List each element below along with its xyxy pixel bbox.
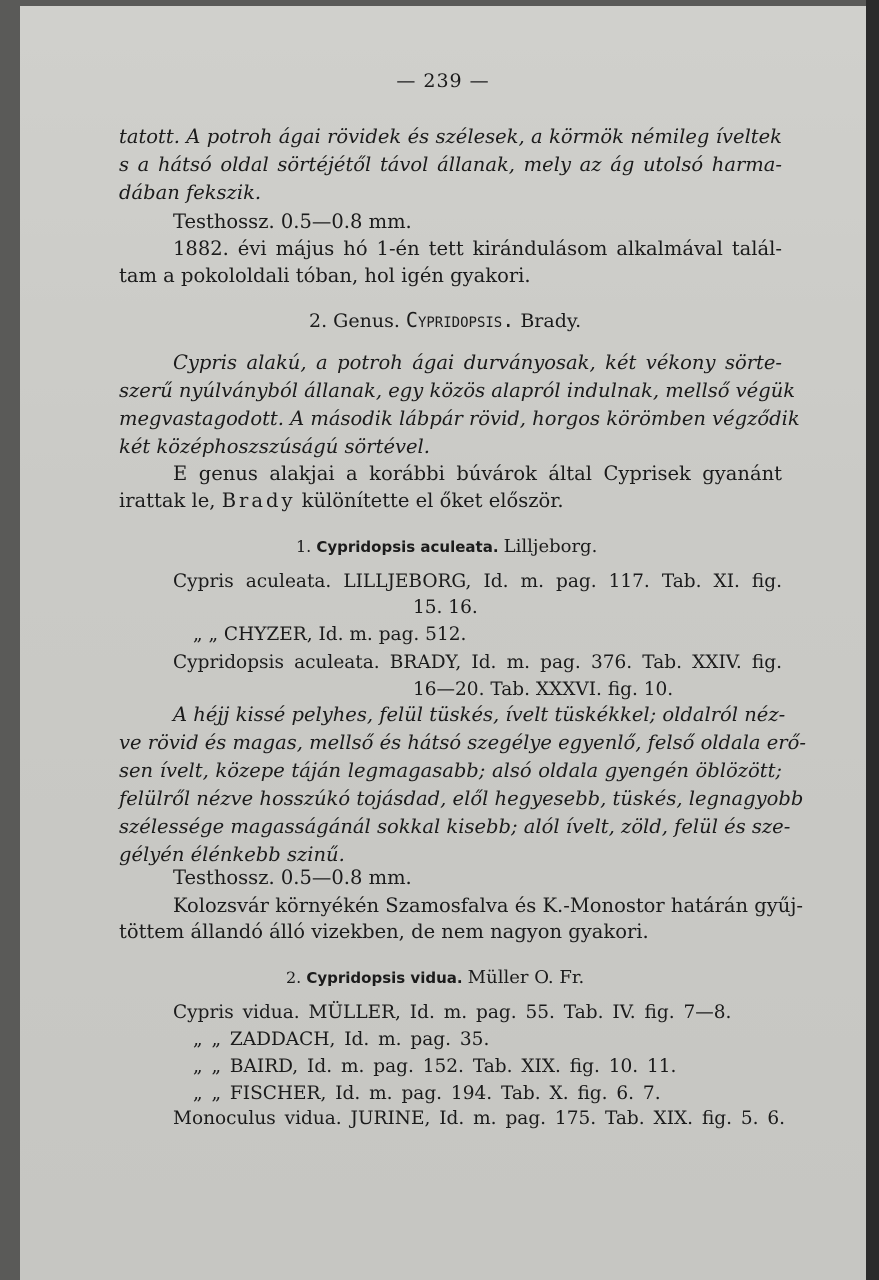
text-line: Kolozsvár környékén Szamosfalva és K.-Monostor határán gyűj- <box>173 894 803 917</box>
species-heading <box>296 534 597 560</box>
text-line: megvastagodott. A második lábpár rövid, horgos körömben végződik <box>119 407 800 430</box>
reference-line: Monoculus vidua. JURINE, Id. m. pag. 175. Tab. XIX. fig. 5. 6. <box>173 1108 786 1129</box>
text-line: két középhoszszúságú sörtével. <box>119 435 430 458</box>
genus-heading <box>309 307 581 334</box>
species-author: Müller O. Fr. <box>467 967 585 988</box>
reference-line: 15. 16. <box>413 597 478 618</box>
text-line: 1882. évi május hó 1-én tett kirándulásom alkalmával talál- <box>173 237 782 260</box>
species-heading <box>286 965 584 991</box>
reference-line: Cypridopsis aculeata. BRADY, Id. m. pag. 376. Tab. XXIV. fig. <box>173 652 782 673</box>
author-name: Brady <box>221 489 296 512</box>
text-fragment: irattak le, <box>119 489 216 512</box>
page-number: — 239 — <box>396 70 490 92</box>
species-number: 2. <box>286 968 302 987</box>
text-line: tatott. A potroh ágai rövidek és szélesek, a körmök némileg íveltek <box>119 125 782 148</box>
text-line: sen ívelt, közepe táján legmagasabb; alsó oldala gyengén öblözött; <box>119 759 782 782</box>
text-line: Cypris alakú, a potroh ágai durványosak, két vékony sörte- <box>173 351 782 374</box>
page-edge-shadow <box>866 0 879 1280</box>
reference-line: Cypris aculeata. LILLJEBORG, Id. m. pag. 117. Tab. XI. fig. <box>173 571 782 592</box>
book-page <box>20 6 866 1280</box>
text-line: Testhossz. 0.5—0.8 mm. <box>173 210 412 233</box>
text-line: tam a pokololdali tóban, hol igén gyakori. <box>119 264 531 287</box>
reference-line: 16—20. Tab. XXXVI. fig. 10. <box>413 679 674 700</box>
genus-name: Cypridopsis. <box>405 308 515 332</box>
text-line: s a hátsó oldal sörtéjétől távol állanak, mely az ág utolsó harma- <box>119 153 782 176</box>
text-line: A héjj kissé pelyhes, felül tüskés, ívelt tüskékkel; oldalról néz- <box>173 703 786 726</box>
species-number: 1. <box>296 537 312 556</box>
text-line: szerű nyúlványból állanak, egy közös alapról indulnak, mellső végük <box>119 379 796 402</box>
species-author: Lilljeborg. <box>503 536 598 557</box>
text-line: dában fekszik. <box>119 181 262 204</box>
reference-line: „ „ ZADDACH, Id. m. pag. 35. <box>193 1029 490 1050</box>
text-line: E genus alakjai a korábbi búvárok által Cyprisek gyanánt <box>173 462 782 485</box>
text-line: gélyén élénkebb szinű. <box>119 843 345 866</box>
text-line: Testhossz. 0.5—0.8 mm. <box>173 866 412 889</box>
species-name: Cypridopsis vidua. <box>306 969 463 987</box>
reference-line: „ „ FISCHER, Id. m. pag. 194. Tab. X. fig. 6. 7. <box>193 1083 661 1104</box>
text-line: ve rövid és magas, mellső és hátsó szegélye egyenlő, felső oldala erő- <box>119 731 806 754</box>
genus-author: Brady. <box>520 310 582 332</box>
reference-line: „ „ BAIRD, Id. m. pag. 152. Tab. XIX. fig. 10. 11. <box>193 1056 677 1077</box>
genus-number: 2. Genus. <box>309 310 400 332</box>
species-name: Cypridopsis aculeata. <box>316 538 499 556</box>
text-line: felülről nézve hosszúkó tojásdad, elől hegyesebb, tüskés, legnagyobb <box>119 787 804 810</box>
text-line <box>119 488 564 514</box>
reference-line: Cypris vidua. MÜLLER, Id. m. pag. 55. Tab. IV. fig. 7—8. <box>173 1002 732 1023</box>
text-line: szélessége magasságánál sokkal kisebb; alól ívelt, zöld, felül és sze- <box>119 815 791 838</box>
text-line: töttem állandó álló vizekben, de nem nagyon gyakori. <box>119 920 649 943</box>
reference-line: „ „ CHYZER, Id. m. pag. 512. <box>193 624 467 645</box>
text-fragment: különítette el őket először. <box>301 489 564 512</box>
